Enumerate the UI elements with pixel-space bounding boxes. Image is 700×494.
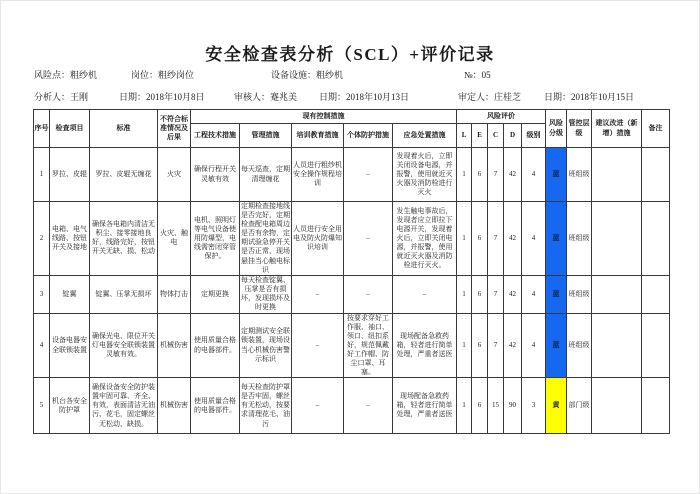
cell-risk-grade: 蓝 bbox=[546, 202, 567, 276]
cell-emergency: 现场配备急救药箱，轻者进行简单处理，严重者送医 bbox=[393, 378, 457, 434]
cell-level: 4 bbox=[522, 313, 546, 378]
cell-seq: 3 bbox=[34, 275, 50, 313]
header-ppe: 个体防护措施 bbox=[344, 124, 393, 148]
cell-management: 定期检查接地线是否完好，定期检查配电箱周边是否有余物，定期试验急停开关是否正常，现场悬挂当心触电标识 bbox=[241, 202, 290, 274]
meta-reviewer bbox=[234, 90, 297, 103]
cell-d: 42 bbox=[504, 202, 522, 276]
cell-engineering: 确保行程开关灵敏有效 bbox=[191, 148, 240, 202]
cell-remark bbox=[642, 275, 670, 313]
cell-control-level: 班组级 bbox=[567, 313, 592, 378]
cell-c: 7 bbox=[488, 313, 504, 378]
header-control-level: 管控层级 bbox=[567, 110, 592, 148]
cell-l: 1 bbox=[457, 202, 472, 276]
meta-date2-label: 日期： bbox=[319, 92, 347, 102]
cell-risk-grade: 蓝 bbox=[546, 275, 567, 313]
meta-post-value: 粗纱岗位 bbox=[158, 70, 195, 80]
cell-d: 42 bbox=[504, 313, 522, 378]
cell-control-level: 班组级 bbox=[567, 275, 592, 313]
header-e: E bbox=[472, 124, 488, 148]
cell-level: 4 bbox=[522, 148, 546, 202]
header-remark: 备注 bbox=[642, 110, 670, 148]
header-training: 培训教育措施 bbox=[292, 124, 344, 148]
cell-emergency: 发生触电事故后，发现者应立即拉下电源开关，发现着火后，立即关闭电源，并报警，使用就近灭火器及消防栓进行灭火。 bbox=[393, 202, 457, 276]
cell-ppe: 按要求穿好工作服、袖口、领口、纽扣系好，规范佩戴好工作帽、防尘口罩、耳塞。 bbox=[344, 313, 393, 378]
header-management: 管理措施 bbox=[240, 124, 292, 148]
meta-approver-label: 审定人： bbox=[458, 92, 495, 102]
cell-training: 人员进行安全用电及防火防爆知识培训 bbox=[292, 202, 344, 276]
cell-item: 设备电器安全联锁装置 bbox=[50, 313, 90, 378]
cell-level: 4 bbox=[522, 202, 546, 276]
header-emergency: 应急处置措施 bbox=[393, 124, 457, 148]
header-engineering: 工程技术措施 bbox=[191, 124, 240, 148]
cell-l: 1 bbox=[457, 378, 472, 434]
cell-seq: 4 bbox=[34, 313, 50, 378]
header-risk-grade: 风险分级 bbox=[546, 110, 567, 148]
cell-e: 6 bbox=[472, 148, 488, 202]
cell-item: 锭翼 bbox=[50, 275, 90, 313]
cell-standard: 确保各电箱内清洁无积尘、接零接地良好，线路完好，按钮开关无缺、损、松动 bbox=[90, 202, 158, 276]
cell-remark bbox=[642, 202, 670, 276]
cell-engineering: 使用质量合格的电器部件。 bbox=[191, 313, 240, 378]
cell-emergency: 发现着火后，立即关闭设备电源，并报警，使用就近灭火器及消防栓进行灭火 bbox=[393, 148, 457, 202]
cell-nonconform: 火灾 bbox=[158, 148, 191, 202]
meta-date3-label: 日期： bbox=[544, 92, 572, 102]
meta-equipment-value: 粗纱机 bbox=[316, 70, 344, 80]
meta-reviewer-label: 审核人： bbox=[234, 92, 271, 102]
cell-management: 每天检查锭翼、压掌是否有损坏，发现损坏及时更换 bbox=[241, 276, 290, 312]
meta-analyst bbox=[34, 90, 88, 103]
header-c: C bbox=[488, 124, 504, 148]
meta-date3 bbox=[544, 90, 634, 103]
cell-c: 7 bbox=[488, 202, 504, 276]
header-seq: 序号 bbox=[34, 110, 50, 148]
table-row bbox=[34, 313, 670, 378]
meta-risk-point bbox=[34, 68, 97, 81]
cell-e: 6 bbox=[472, 202, 488, 276]
scl-table bbox=[33, 109, 670, 434]
meta-date2-value: 2018年10月13日 bbox=[346, 92, 410, 102]
cell-seq: 1 bbox=[34, 148, 50, 202]
meta-date2 bbox=[319, 90, 409, 103]
cell-d: 90 bbox=[504, 378, 522, 434]
cell-management: 每天巡查，定期清理缠花 bbox=[240, 148, 292, 202]
cell-nonconform: 物体打击 bbox=[158, 275, 191, 313]
meta-date1 bbox=[119, 90, 205, 103]
cell-item: 罗拉、皮辊 bbox=[50, 148, 90, 202]
meta-date3-value: 2018年10月15日 bbox=[571, 92, 635, 102]
table-row bbox=[34, 275, 670, 313]
cell-engineering: 使用质量合格的电器部件。 bbox=[191, 378, 240, 434]
table-header-row-1 bbox=[34, 110, 670, 124]
meta-approver-value: 庄桂芝 bbox=[494, 92, 522, 102]
cell-ppe: – bbox=[344, 378, 393, 434]
cell-nonconform: 机械伤害 bbox=[158, 313, 191, 378]
cell-risk-grade: 黄 bbox=[546, 378, 567, 434]
cell-ppe: – bbox=[344, 275, 393, 313]
cell-nonconform: 机械伤害 bbox=[158, 378, 191, 434]
header-suggestion: 建议改进（新增）措施 bbox=[592, 110, 642, 148]
cell-suggestion bbox=[592, 378, 642, 434]
cell-suggestion bbox=[592, 148, 642, 202]
cell-e: 6 bbox=[472, 378, 488, 434]
cell-l: 1 bbox=[457, 275, 472, 313]
cell-level: 4 bbox=[522, 275, 546, 313]
cell-management: 定期测试安全联锁装置，现场设当心机械伤害警示标识 bbox=[240, 313, 292, 378]
header-nonconform: 不符合标准情况及后果 bbox=[158, 110, 191, 148]
cell-e: 6 bbox=[472, 313, 488, 378]
cell-ppe: – bbox=[344, 148, 393, 202]
cell-training: – bbox=[292, 275, 344, 313]
cell-emergency: 现场配备急救药箱，轻者进行简单处理，严重者送医 bbox=[393, 313, 457, 378]
cell-l: 1 bbox=[457, 313, 472, 378]
cell-c: 7 bbox=[488, 275, 504, 313]
cell-level: 3 bbox=[522, 378, 546, 434]
cell-control-level: 班组级 bbox=[567, 202, 592, 276]
table-row bbox=[34, 148, 670, 202]
meta-equipment bbox=[271, 68, 343, 81]
cell-training: 人员进行粗纱机安全操作规程培训 bbox=[292, 148, 344, 202]
cell-emergency: – bbox=[393, 275, 457, 313]
cell-nonconform: 火灾、触电 bbox=[158, 202, 191, 276]
meta-date1-label: 日期： bbox=[119, 92, 147, 102]
cell-d: 42 bbox=[504, 148, 522, 202]
meta-equipment-label: 设备设施： bbox=[271, 70, 317, 80]
cell-suggestion bbox=[592, 313, 642, 378]
header-l: L bbox=[457, 124, 472, 148]
meta-post bbox=[131, 68, 194, 81]
table-row bbox=[34, 378, 670, 434]
cell-suggestion bbox=[592, 275, 642, 313]
meta-date1-value: 2018年10月8日 bbox=[146, 92, 205, 102]
cell-training: – bbox=[292, 313, 344, 378]
meta-no-label: №： bbox=[464, 70, 482, 80]
cell-c: 7 bbox=[488, 148, 504, 202]
header-existing-group: 现有控制措施 bbox=[191, 110, 457, 124]
meta-reviewer-value: 蹇兆美 bbox=[270, 92, 298, 102]
cell-item: 电箱、电气线路、按钮开关及接地 bbox=[50, 202, 90, 276]
header-item: 检查项目 bbox=[50, 110, 90, 148]
cell-e: 6 bbox=[472, 275, 488, 313]
meta-no-value: 05 bbox=[481, 70, 491, 80]
table-row bbox=[34, 202, 670, 276]
cell-seq: 5 bbox=[34, 378, 50, 434]
cell-standard: 确保设备安全防护装置牢固可靠、齐全、有效，表面清洁无油污、花毛，固定螺丝无松动、缺损。 bbox=[90, 378, 158, 434]
cell-l: 1 bbox=[457, 148, 472, 202]
cell-item: 机台各安全防护罩 bbox=[50, 378, 90, 434]
cell-standard: 罗拉、皮辊无缠花 bbox=[90, 148, 158, 202]
cell-remark bbox=[642, 378, 670, 434]
cell-c: 15 bbox=[488, 378, 504, 434]
meta-no bbox=[464, 68, 491, 81]
meta-post-label: 岗位： bbox=[131, 70, 159, 80]
table-body bbox=[34, 148, 670, 434]
cell-engineering: 电机、照明灯等电气设备使用防爆型，电线需密闭穿管保护。 bbox=[191, 202, 240, 276]
header-level: 级别 bbox=[522, 124, 546, 148]
cell-engineering: 定期更换 bbox=[191, 275, 240, 313]
page-title: 安全检查表分析（SCL）+评价记录 bbox=[205, 45, 495, 64]
meta-risk-point-label: 风险点： bbox=[34, 70, 71, 80]
cell-standard: 确保光电、限位开关灯电器安全联锁装置灵敏有效。 bbox=[90, 313, 158, 378]
cell-training: – bbox=[292, 378, 344, 434]
header-d: D bbox=[504, 124, 522, 148]
cell-standard: 锭翼、压掌无损坏 bbox=[90, 275, 158, 313]
cell-control-level: 部门级 bbox=[567, 378, 592, 434]
meta-approver bbox=[458, 90, 521, 103]
header-risk-group: 风险评价 bbox=[457, 110, 546, 124]
cell-control-level: 班组级 bbox=[567, 148, 592, 202]
meta-analyst-value: 王刚 bbox=[70, 92, 89, 102]
meta-risk-point-value: 粗纱机 bbox=[70, 70, 98, 80]
meta-analyst-label: 分析人： bbox=[34, 92, 71, 102]
cell-seq: 2 bbox=[34, 202, 50, 276]
header-standard: 标准 bbox=[90, 110, 158, 148]
cell-ppe: – bbox=[344, 202, 393, 276]
cell-management: 每天检查防护罩是否牢固，螺丝有无松动，按要求清理花毛、油污 bbox=[240, 378, 292, 434]
cell-remark bbox=[642, 148, 670, 202]
cell-remark bbox=[642, 313, 670, 378]
cell-risk-grade: 蓝 bbox=[546, 148, 567, 202]
cell-risk-grade: 蓝 bbox=[546, 313, 567, 378]
cell-suggestion bbox=[592, 202, 642, 276]
cell-d: 42 bbox=[504, 275, 522, 313]
